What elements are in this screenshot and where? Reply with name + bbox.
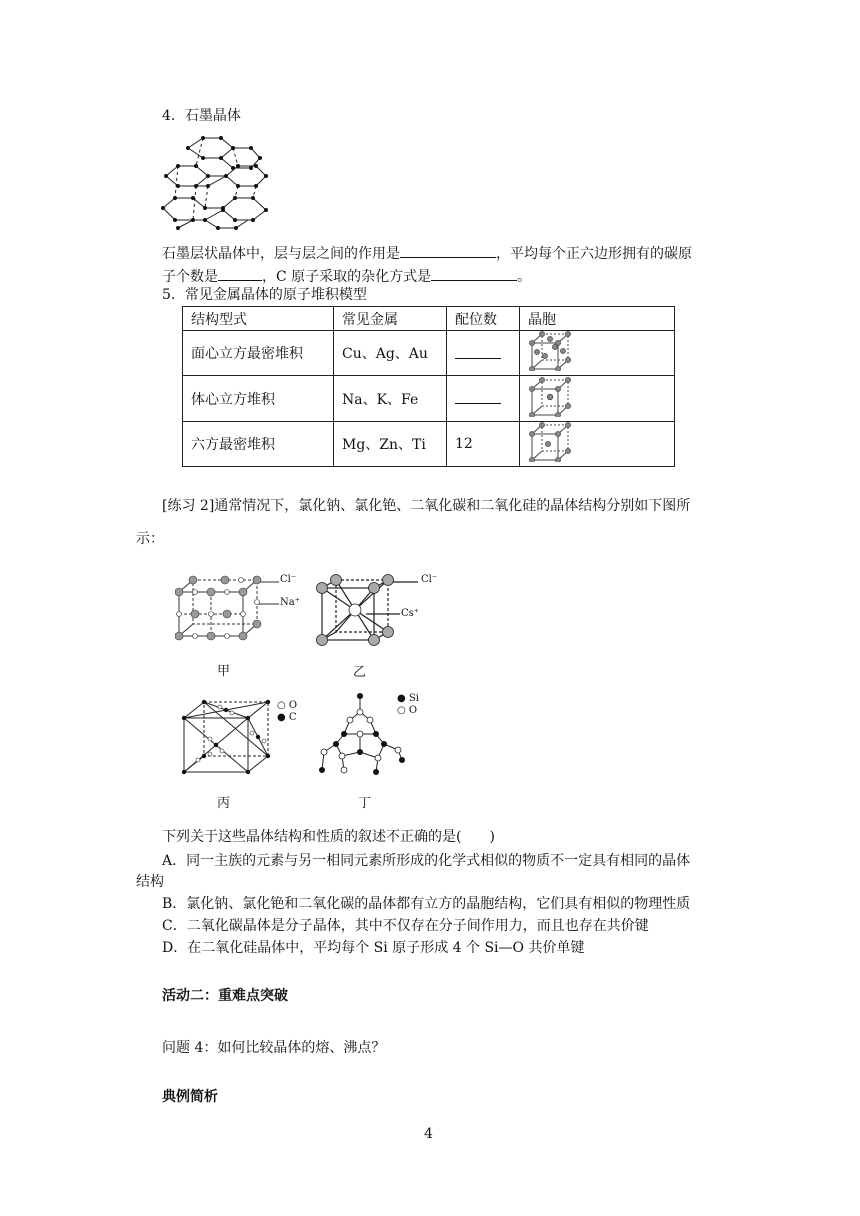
- table-row: [183, 422, 675, 467]
- label-cl-nacl: Cl⁻: [280, 574, 297, 585]
- metal-packing-table: [182, 306, 675, 467]
- table-cell-cn: 12: [447, 422, 520, 467]
- exercise-line2: 示：: [136, 531, 164, 547]
- page-number: 4: [424, 1126, 433, 1142]
- option-a-line2: 结构: [136, 874, 164, 890]
- option-d: D．在二氧化硅晶体中，平均每个 Si 原子形成 4 个 Si—O 共价单键: [162, 940, 585, 956]
- label-cs: Cs⁺: [401, 608, 420, 619]
- blank-atom-count[interactable]: [218, 266, 262, 281]
- label-c-text: C: [288, 712, 297, 723]
- caption-ding: 丁: [358, 796, 372, 811]
- label-na: Na⁺: [280, 597, 300, 608]
- graphite-text-2b: ，C 原子采取的杂化方式是: [262, 269, 432, 285]
- label-o-co2: ○ O: [277, 700, 298, 711]
- activity-heading: 活动二：重难点突破: [162, 988, 288, 1004]
- table-cell-metals: Mg、Zn、Ti: [334, 422, 447, 467]
- table-header-cell: 结构型式: [183, 307, 334, 331]
- table-header-row: [183, 307, 675, 331]
- graphite-question-line1: [162, 243, 692, 264]
- table-cell-metals: Na、K、Fe: [334, 376, 447, 422]
- question-stem: 下列关于这些晶体结构和性质的叙述不正确的是( ): [162, 829, 495, 845]
- blank-fcc-cn[interactable]: [455, 344, 501, 359]
- label-cl-cscl: Cl⁻: [421, 574, 438, 585]
- blank-bcc-cn[interactable]: [455, 389, 501, 404]
- section4-heading: 4．石墨晶体: [162, 108, 241, 124]
- table-header-cell: 晶胞: [520, 307, 675, 331]
- label-o-sio2-text: O: [408, 705, 418, 716]
- blank-hybridization[interactable]: [431, 266, 517, 281]
- table-row: [183, 331, 675, 376]
- caption-yi: 乙: [353, 665, 367, 680]
- graphite-text-1a: 石墨层状晶体中，层与层之间的作用是: [162, 246, 400, 262]
- graphite-structure-figure: [158, 130, 278, 234]
- table-cell-type: 六方最密堆积: [183, 422, 334, 467]
- table-cell-cell: [520, 422, 675, 467]
- hcp-unit-cell-icon: [528, 422, 572, 462]
- table-cell-cn[interactable]: [447, 331, 520, 376]
- co2-structure-figure: [178, 696, 278, 778]
- exercise-line1: [练习 2]通常情况下，氯化钠、氯化铯、二氧化碳和二氧化硅的晶体结构分别如下图所: [162, 498, 691, 514]
- blank-interlayer-force[interactable]: [400, 243, 496, 258]
- table-cell-cn[interactable]: [447, 376, 520, 422]
- table-row: [183, 376, 675, 422]
- graphite-question-line2: [162, 266, 531, 287]
- question4: 问题 4：如何比较晶体的熔、沸点？: [162, 1040, 386, 1056]
- example-heading: 典例简析: [162, 1089, 218, 1105]
- option-b: B．氯化钠、氯化铯和二氧化碳的晶体都有立方的晶胞结构，它们具有相似的物理性质: [162, 896, 691, 912]
- option-a-line1: A．同一主族的元素与另一相同元素所形成的化学式相似的物质不一定具有相同的晶体: [162, 853, 691, 869]
- table-cell-type: 体心立方堆积: [183, 376, 334, 422]
- label-c: ● C: [277, 712, 297, 723]
- section5-heading: 5．常见金属晶体的原子堆积模型: [162, 287, 367, 303]
- graphite-text-1b: ，平均每个正六边形拥有的碳原: [496, 246, 692, 262]
- fcc-unit-cell-icon: [528, 331, 572, 371]
- label-o-co2-text: O: [288, 700, 298, 711]
- table-header-cell: 配位数: [447, 307, 520, 331]
- table-cell-cell: [520, 376, 675, 422]
- table-cell-metals: Cu、Ag、Au: [334, 331, 447, 376]
- graphite-text-2a: 子个数是: [162, 269, 218, 285]
- label-o-sio2: ○ O: [397, 705, 418, 716]
- label-si: ● Si: [397, 693, 419, 704]
- table-cell-cell: [520, 331, 675, 376]
- bcc-unit-cell-icon: [528, 377, 572, 417]
- table-cell-type: 面心立方最密堆积: [183, 331, 334, 376]
- table-header-cell: 常见金属: [334, 307, 447, 331]
- option-c: C．二氧化碳晶体是分子晶体，其中不仅存在分子间作用力，而且也存在共价键: [162, 918, 649, 934]
- graphite-text-2c: 。: [517, 269, 532, 285]
- caption-bing: 丙: [217, 796, 231, 811]
- label-si-text: Si: [408, 693, 419, 704]
- caption-jia: 甲: [217, 664, 231, 679]
